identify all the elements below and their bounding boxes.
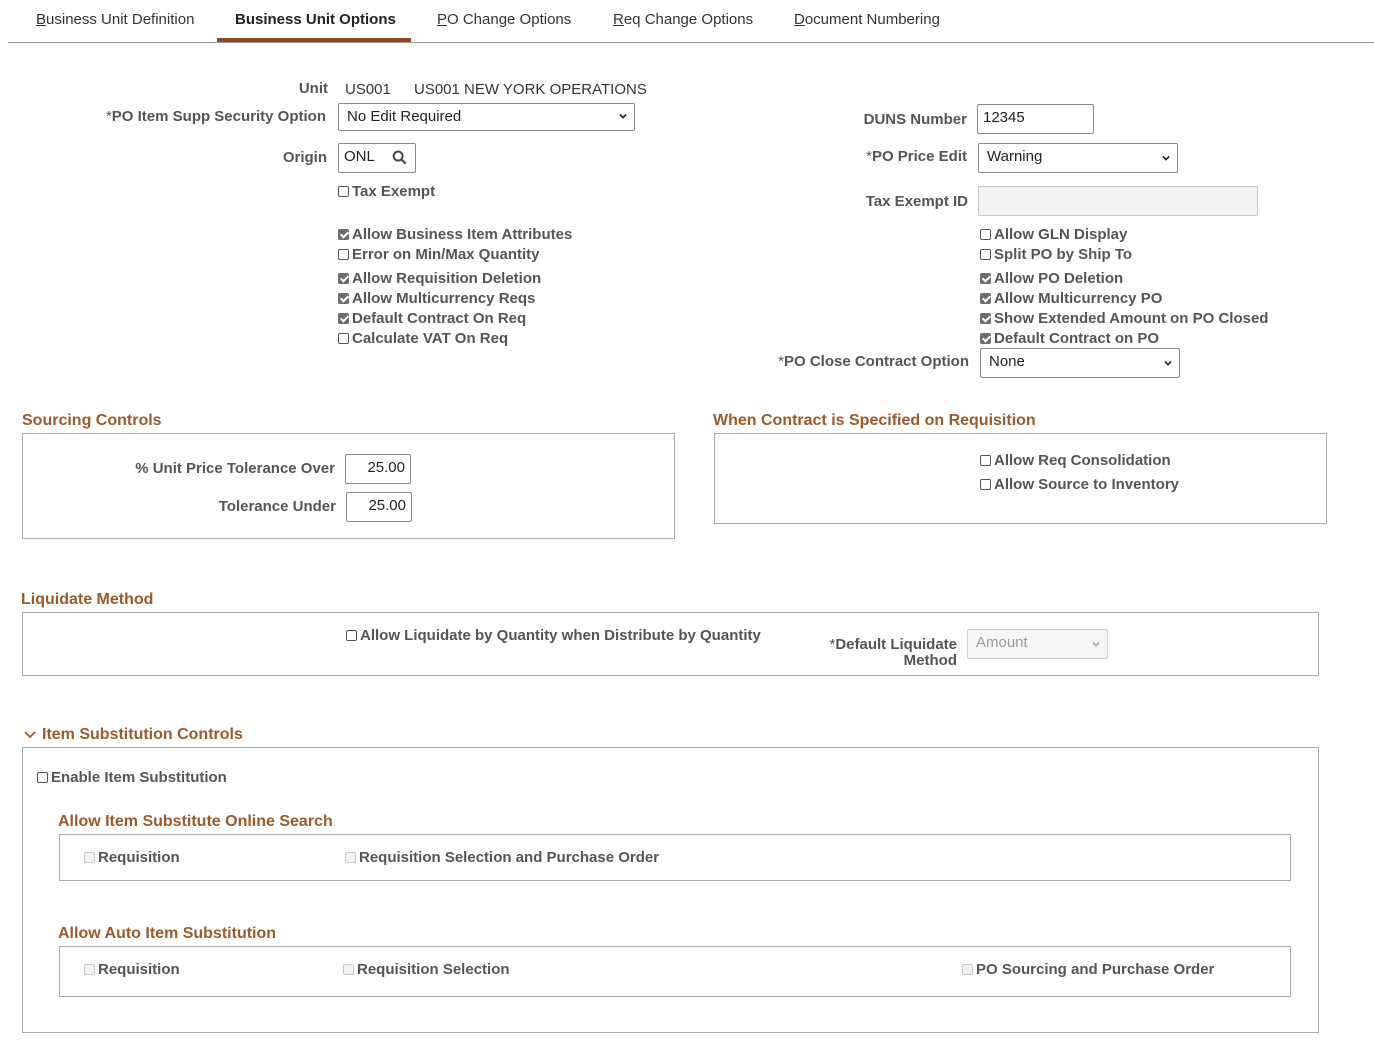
selected-value: No Edit Required (347, 108, 462, 125)
po-item-supp-security-select[interactable] (338, 103, 635, 131)
checkbox-label: Allow Multicurrency Reqs (352, 290, 536, 307)
tab-mnemonic: D (794, 11, 805, 28)
allow-auto-item-substitution-title: Allow Auto Item Substitution (58, 925, 277, 942)
chevron-down-icon (1164, 359, 1172, 367)
online-search-group (59, 834, 1291, 881)
allow-multicurrency-po-checkbox[interactable] (980, 290, 1162, 308)
checkbox-box (345, 852, 356, 863)
allow-business-item-attributes-checkbox[interactable] (338, 226, 572, 244)
checkbox-label: Requisition (98, 961, 180, 978)
selected-value: Amount (976, 634, 1028, 651)
checkbox-label: Show Extended Amount on PO Closed (994, 310, 1269, 327)
checkbox-label: Allow Multicurrency PO (994, 290, 1163, 307)
checkbox-label: Allow Source to Inventory (994, 476, 1180, 493)
checkbox-label: Allow Liquidate by Quantity when Distribute by Quantity (360, 627, 761, 644)
tax-exempt-id-input (978, 186, 1258, 216)
checkbox-label: Requisition Selection and Purchase Order (359, 849, 660, 866)
origin-value: ONL (344, 148, 375, 165)
tab-business-unit-definition[interactable] (36, 11, 194, 28)
po-item-supp-security-label: *PO Item Supp Security Option (105, 108, 326, 125)
checkbox-box[interactable] (980, 229, 991, 240)
checkbox-label: Tax Exempt (352, 183, 436, 200)
allow-gln-display-checkbox[interactable] (980, 226, 1127, 244)
allow-requisition-deletion-checkbox[interactable] (338, 270, 541, 288)
active-tab-indicator (217, 38, 411, 42)
label-text: Method (903, 652, 957, 669)
sourcing-controls-group (22, 433, 675, 539)
default-contract-on-po-checkbox[interactable] (980, 330, 1159, 348)
tab-mnemonic: P (437, 11, 448, 28)
checkbox-box[interactable] (980, 293, 991, 304)
unit-code: US001 (345, 81, 391, 98)
checkbox-box (343, 964, 354, 975)
origin-input[interactable] (338, 143, 416, 173)
checkbox-box[interactable] (980, 479, 991, 490)
label-text: PO Item Supp Security Option (111, 108, 326, 125)
checkbox-label: Calculate VAT On Req (352, 330, 509, 347)
show-extended-amount-checkbox[interactable] (980, 310, 1268, 328)
allow-liquidate-by-quantity-checkbox[interactable] (346, 627, 761, 645)
checkbox-box[interactable] (338, 273, 349, 284)
allow-source-to-inventory-checkbox[interactable] (980, 476, 1179, 494)
checkbox-box[interactable] (338, 186, 349, 197)
allow-req-consolidation-checkbox[interactable] (980, 452, 1171, 470)
po-close-contract-option-select[interactable] (980, 348, 1180, 378)
tab-label: Business Unit Options (235, 11, 396, 28)
unit-price-tolerance-over-label: % Unit Price Tolerance Over (135, 460, 335, 477)
selected-value: Warning (987, 148, 1043, 165)
duns-number-label: DUNS Number (863, 111, 967, 128)
checkbox-box[interactable] (338, 313, 349, 324)
split-po-by-ship-to-checkbox[interactable] (980, 246, 1132, 264)
checkbox-box[interactable] (980, 455, 991, 466)
auto-po-sourcing-checkbox (962, 961, 1214, 979)
checkbox-box[interactable] (338, 293, 349, 304)
po-close-contract-option-label: *PO Close Contract Option (778, 353, 969, 370)
checkbox-label: Allow Req Consolidation (994, 452, 1171, 469)
tolerance-under-input[interactable]: 25.00 (346, 492, 412, 522)
checkbox-label: Default Contract on PO (994, 330, 1160, 347)
label-text: Default Liquidate (835, 636, 957, 653)
label-text: PO Close Contract Option (783, 353, 969, 370)
tab-bar (8, 0, 1374, 43)
checkbox-box[interactable] (980, 273, 991, 284)
checkbox-label: Allow PO Deletion (994, 270, 1124, 287)
selected-value: None (989, 353, 1025, 370)
checkbox-box[interactable] (980, 249, 991, 260)
checkbox-box[interactable] (338, 333, 349, 344)
checkbox-box[interactable] (980, 333, 991, 344)
tab-label: eq Change Options (623, 11, 754, 28)
tolerance-under-label: Tolerance Under (218, 498, 336, 515)
unit-label: Unit (298, 80, 328, 97)
checkbox-label: Enable Item Substitution (51, 769, 227, 786)
checkbox-box[interactable] (338, 249, 349, 260)
checkbox-label: Default Contract On Req (352, 310, 527, 327)
checkbox-box (84, 852, 95, 863)
label-text: PO Price Edit (871, 148, 967, 165)
chevron-down-icon (1092, 640, 1100, 648)
checkbox-box[interactable] (980, 313, 991, 324)
liquidate-method-title: Liquidate Method (21, 591, 154, 608)
allow-po-deletion-checkbox[interactable] (980, 270, 1123, 288)
auto-requisition-selection-checkbox (343, 961, 510, 979)
tab-po-change-options[interactable] (437, 11, 571, 28)
tab-mnemonic: B (36, 11, 47, 28)
checkbox-label: PO Sourcing and Purchase Order (976, 961, 1215, 978)
checkbox-label: Error on Min/Max Quantity (352, 246, 540, 263)
tab-business-unit-options[interactable] (235, 11, 396, 28)
search-icon[interactable] (392, 150, 407, 165)
po-price-edit-select[interactable] (978, 143, 1178, 173)
online-requisition-checkbox (84, 849, 180, 867)
checkbox-box[interactable] (37, 772, 48, 783)
checkbox-box[interactable] (346, 630, 357, 641)
tab-label: ocument Numbering (804, 11, 940, 28)
default-liquidate-method-label: *Default Liquidate Method (829, 636, 957, 669)
unit-price-tolerance-over-input[interactable]: 25.00 (345, 454, 411, 484)
unit-description: US001 NEW YORK OPERATIONS (414, 81, 647, 98)
checkbox-box (962, 964, 973, 975)
tax-exempt-id-label: Tax Exempt ID (865, 193, 968, 210)
checkbox-box[interactable] (338, 229, 349, 240)
enable-item-substitution-checkbox[interactable] (37, 769, 227, 787)
duns-number-input[interactable]: 12345 (977, 104, 1094, 134)
tab-label: O Change Options (447, 11, 572, 28)
tax-exempt-checkbox[interactable] (338, 183, 435, 201)
origin-label: Origin (282, 149, 327, 166)
checkbox-label: Requisition (98, 849, 180, 866)
tab-document-numbering[interactable] (794, 11, 940, 28)
calculate-vat-on-req-checkbox[interactable] (338, 330, 508, 348)
collapse-chevron-icon[interactable] (23, 728, 37, 742)
allow-item-substitute-online-search-title: Allow Item Substitute Online Search (58, 813, 333, 830)
tab-req-change-options[interactable] (613, 11, 753, 28)
chevron-down-icon (619, 112, 627, 120)
checkbox-label: Allow GLN Display (994, 226, 1128, 243)
item-substitution-controls-title[interactable]: Item Substitution Controls (42, 726, 243, 743)
default-contract-on-req-checkbox[interactable] (338, 310, 526, 328)
checkbox-label: Allow Requisition Deletion (352, 270, 542, 287)
checkbox-label: Allow Business Item Attributes (352, 226, 573, 243)
tab-label: usiness Unit Definition (46, 11, 195, 28)
tab-mnemonic: R (613, 11, 624, 28)
online-req-selection-po-checkbox (345, 849, 659, 867)
checkbox-label: Requisition Selection (357, 961, 510, 978)
allow-multicurrency-reqs-checkbox[interactable] (338, 290, 535, 308)
auto-requisition-checkbox (84, 961, 180, 979)
checkbox-label: Split PO by Ship To (994, 246, 1133, 263)
po-price-edit-label: *PO Price Edit (866, 148, 967, 165)
contract-on-req-title: When Contract is Specified on Requisition (713, 412, 1036, 429)
sourcing-controls-title: Sourcing Controls (22, 412, 162, 429)
checkbox-box (84, 964, 95, 975)
chevron-down-icon (1162, 154, 1170, 162)
error-on-min-max-quantity-checkbox[interactable] (338, 246, 540, 264)
default-liquidate-method-select (967, 629, 1108, 659)
